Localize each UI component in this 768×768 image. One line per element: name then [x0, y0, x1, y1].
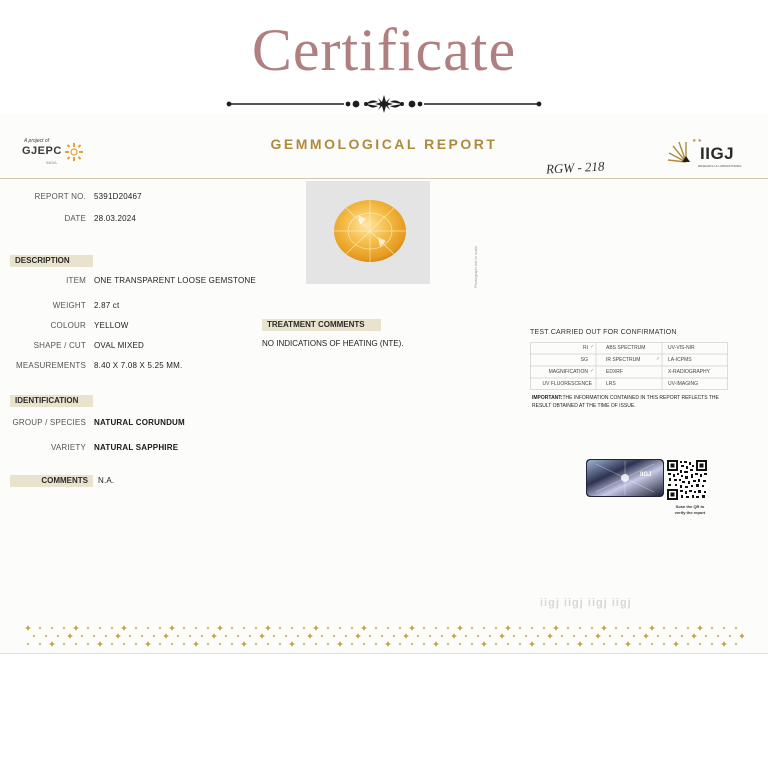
sparkle-star [332, 634, 335, 637]
iigj-logo-subtitle: RESEARCH & LABORATORIES [698, 164, 742, 168]
sparkle-star [422, 626, 425, 629]
sparkle-star [716, 634, 719, 637]
sparkle-star [470, 626, 473, 629]
gjepc-logo-text: GJEPC [22, 145, 62, 157]
sparkle-star [608, 634, 611, 637]
sparkle-star [392, 634, 395, 637]
sparkle-star [656, 634, 659, 637]
sparkle-star [734, 626, 737, 629]
sparkle-star [464, 634, 467, 637]
sparkle-star [380, 634, 383, 637]
sparkle-star [350, 626, 353, 629]
sparkle-star [458, 642, 461, 645]
report-heading: GEMMOLOGICAL REPORT [270, 136, 498, 152]
sparkle-star [739, 633, 744, 639]
tests-title: TEST CARRIED OUT FOR CONFIRMATION [530, 329, 677, 336]
sparkle-star [56, 634, 59, 637]
sparkle-star [188, 634, 191, 637]
sparkle-star [643, 633, 649, 639]
variety-label: VARIETY [50, 443, 86, 452]
sparkle-star [625, 641, 631, 647]
sparkle-star [457, 625, 463, 631]
sparkle-star [428, 634, 431, 637]
sparkle-star [524, 634, 527, 637]
scan-note [670, 504, 710, 516]
test-sg: SG [580, 357, 588, 363]
sparkle-star [241, 641, 247, 647]
scan-note-line-1: Scan the QR to [675, 504, 705, 509]
sparkle-star [626, 626, 629, 629]
sparkle-star [97, 641, 103, 647]
sparkle-star [422, 642, 425, 645]
sparkle-star [344, 634, 347, 637]
sparkle-star [200, 634, 203, 637]
sparkle-star [638, 626, 641, 629]
gemstone-image [306, 181, 430, 284]
sparkle-star [728, 634, 731, 637]
iigj-logo-icon [664, 138, 694, 168]
sparkle-star [80, 634, 83, 637]
sparkle-star [307, 633, 313, 639]
sparkle-star [350, 642, 353, 645]
sparkle-star [530, 626, 533, 629]
sparkle-star [145, 641, 151, 647]
iigj-logo-text: IIGJ [700, 144, 735, 163]
sparkle-star [26, 642, 29, 645]
item-value: ONE TRANSPARENT LOOSE GEMSTONE [94, 276, 256, 285]
important-label: IMPORTANT: [532, 395, 563, 401]
sparkle-star [614, 642, 617, 645]
test-lrs: LRS [606, 381, 616, 387]
sparkle-star [662, 626, 665, 629]
sparkle-star [385, 641, 391, 647]
sparkle-star [44, 634, 47, 637]
sparkle-star [601, 625, 607, 631]
sparkle-star [74, 642, 77, 645]
sparkle-star [547, 633, 553, 639]
sparkle-star [686, 626, 689, 629]
group-species-label: GROUP / SPECIES [12, 418, 86, 427]
sparkle-star [211, 633, 217, 639]
scan-note-line-2: verify the report [674, 510, 706, 515]
test-uv-fluorescence: UV FLUORESCENCE [542, 381, 592, 387]
sparkle-star [595, 633, 601, 639]
sparkle-star [680, 634, 683, 637]
colour-value: YELLOW [94, 321, 129, 330]
sparkle-star [584, 634, 587, 637]
sparkle-star [566, 626, 569, 629]
variety-value: NATURAL SAPPHIRE [94, 443, 179, 452]
sparkle-star [224, 634, 227, 637]
sparkle-star [614, 626, 617, 629]
treatment-heading: TREATMENT COMMENTS [262, 319, 381, 331]
date-label: DATE [64, 214, 86, 223]
sparkle-star [572, 634, 575, 637]
sparkle-star [265, 625, 271, 631]
handwritten-reference: RGW - 218 [545, 158, 605, 177]
sparkle-star [505, 625, 511, 631]
test-ir-spectrum: IR SPECTRUM [606, 357, 641, 363]
sparkle-star [440, 634, 443, 637]
sparkle-star [302, 642, 305, 645]
sparkle-star [284, 634, 287, 637]
sparkle-star [697, 625, 703, 631]
sparkle-star [590, 642, 593, 645]
sparkle-star [194, 626, 197, 629]
test-uv-vis-nir: UV-VIS-NIR [668, 345, 695, 351]
sparkle-star [338, 626, 341, 629]
sparkle-star [146, 626, 149, 629]
sparkle-star [488, 634, 491, 637]
weight-label: WEIGHT [52, 301, 86, 310]
sparkle-star [410, 642, 413, 645]
sparkle-star [476, 634, 479, 637]
important-note [532, 394, 720, 410]
shape-cut-value: OVAL MIXED [94, 341, 145, 350]
sparkle-star [104, 634, 107, 637]
sparkle-star [176, 634, 179, 637]
sparkle-star [374, 626, 377, 629]
sparkle-star [494, 626, 497, 629]
sparkle-star [686, 642, 689, 645]
sparkle-star [314, 642, 317, 645]
item-label: ITEM [66, 276, 86, 285]
sparkle-star [152, 634, 155, 637]
sparkle-star [649, 625, 655, 631]
test-la-icpms: LA-ICPMS [668, 357, 692, 363]
description-heading: DESCRIPTION [10, 255, 93, 267]
sparkle-star [499, 633, 505, 639]
sparkle-star [302, 626, 305, 629]
sparkle-star [566, 642, 569, 645]
sparkle-star [577, 641, 583, 647]
sparkle-star [122, 642, 125, 645]
sparkle-star [62, 626, 65, 629]
test-abs-spectrum: ABS SPECTRUM [606, 345, 646, 351]
sparkle-star [403, 633, 409, 639]
sparkle-star [578, 626, 581, 629]
sparkle-star [248, 634, 251, 637]
sparkle-star [38, 626, 41, 629]
sparkle-star [259, 633, 265, 639]
sparkle-star [121, 625, 127, 631]
sparkle-star [494, 642, 497, 645]
sparkle-star [254, 626, 257, 629]
sparkle-star [73, 625, 79, 631]
sparkle-star [272, 634, 275, 637]
sparkle-star [182, 642, 185, 645]
sparkle-star [674, 626, 677, 629]
sparkle-star [289, 641, 295, 647]
report-no-label: REPORT NO. [34, 192, 86, 201]
sparkle-star [242, 626, 245, 629]
test-magnification: MAGNIFICATION [548, 369, 588, 375]
sparkle-star [326, 642, 329, 645]
sparkle-star [254, 642, 257, 645]
sparkle-star [182, 626, 185, 629]
sparkle-star [374, 642, 377, 645]
sparkle-star [416, 634, 419, 637]
sparkle-star [710, 626, 713, 629]
sparkle-star [602, 642, 605, 645]
sparkle-star [278, 642, 281, 645]
sparkle-star [554, 642, 557, 645]
sparkle-star [110, 626, 113, 629]
sparkle-star [668, 634, 671, 637]
sparkle-star [698, 642, 701, 645]
sparkle-star [451, 633, 457, 639]
sparkle-star [230, 626, 233, 629]
sparkle-star [67, 633, 73, 639]
sparkle-star [62, 642, 65, 645]
sparkle-star [620, 634, 623, 637]
sparkle-star [326, 626, 329, 629]
gjepc-country: INDIA [46, 160, 57, 165]
sparkle-star [50, 626, 53, 629]
certificate-title: Certificate [251, 17, 517, 83]
date-value: 28.03.2024 [94, 214, 137, 223]
sparkle-star [140, 634, 143, 637]
sparkle-star [518, 642, 521, 645]
sparkle-star [169, 625, 175, 631]
sparkle-star [313, 625, 319, 631]
sparkle-star [320, 634, 323, 637]
hologram-text: IIGJ [640, 472, 652, 478]
verification-qr-code[interactable] [666, 459, 708, 501]
important-text: THE INFORMATION CONTAINED IN THIS REPORT REFLECTS THE RESULT OBTAINED AT THE TIME OF ISSUE. [532, 395, 719, 409]
sparkle-star [206, 642, 209, 645]
sparkle-star [337, 641, 343, 647]
header-divider [0, 178, 768, 179]
iigj-stars: ★★ [692, 138, 703, 144]
sparkle-star [536, 634, 539, 637]
sparkle-star [529, 641, 535, 647]
sparkle-star [722, 626, 725, 629]
sparkle-star [134, 626, 137, 629]
sparkle-star [433, 641, 439, 647]
sparkle-star [542, 642, 545, 645]
sparkle-star [518, 626, 521, 629]
comments-value: N.A. [98, 476, 115, 485]
test-uv-imaging: UV-IMAGING [668, 381, 699, 387]
measurements-value: 8.40 X 7.08 X 5.25 MM. [94, 361, 183, 370]
hologram-graphic [586, 459, 664, 497]
sparkle-star [553, 625, 559, 631]
report-no-value: 5391D20467 [94, 192, 142, 201]
sparkle-star [86, 626, 89, 629]
sparkle-star [721, 641, 727, 647]
sparkle-star [398, 626, 401, 629]
iigj-watermarks: iigj iigj iigj iigj [540, 597, 632, 609]
sheet-bottom-edge [0, 653, 768, 654]
sparkle-star [446, 642, 449, 645]
sparkle-star [638, 642, 641, 645]
sparkle-star [470, 642, 473, 645]
sparkle-star [98, 626, 101, 629]
weight-value: 2.87 ct [94, 301, 120, 310]
test-edxrf: EDXRF [606, 369, 623, 375]
sparkle-star [49, 641, 55, 647]
sparkle-star [560, 634, 563, 637]
sparkle-star [632, 634, 635, 637]
sparkle-star [230, 642, 233, 645]
sparkle-star [134, 642, 137, 645]
sparkle-star [278, 626, 281, 629]
sparkle-star [506, 642, 509, 645]
decorative-sparkle-border [22, 624, 744, 650]
sparkle-star [710, 642, 713, 645]
test-ri: RI [583, 345, 588, 351]
tests-table [530, 342, 728, 390]
group-species-value: NATURAL CORUNDUM [94, 418, 185, 427]
sparkle-star [446, 626, 449, 629]
sparkle-star [170, 642, 173, 645]
sparkle-star [434, 626, 437, 629]
sparkle-star [355, 633, 361, 639]
sparkle-star [266, 642, 269, 645]
title-ornament [226, 93, 542, 115]
identification-heading: IDENTIFICATION [10, 395, 93, 407]
sparkle-star [734, 642, 737, 645]
sparkle-star [236, 634, 239, 637]
sparkle-star [217, 625, 223, 631]
sparkle-star [386, 626, 389, 629]
gemstone-photo [306, 181, 430, 284]
sparkle-star [158, 626, 161, 629]
sparkle-star [296, 634, 299, 637]
sparkle-star [590, 626, 593, 629]
sparkle-star [542, 626, 545, 629]
sparkle-star [38, 642, 41, 645]
check-ir-icon: ✓ [656, 356, 661, 362]
photo-caption: Photograph not to scale [473, 245, 478, 288]
sparkle-star [673, 641, 679, 647]
sparkle-star [481, 641, 487, 647]
gjepc-tagline: A project of [24, 138, 50, 144]
sparkle-star [32, 634, 35, 637]
check-magnification-icon: ✓ [590, 368, 595, 374]
test-x-radiography: X-RADIOGRAPHY [668, 369, 710, 375]
security-hologram [586, 459, 664, 497]
sparkle-star [409, 625, 415, 631]
sparkle-star [206, 626, 209, 629]
comments-heading: COMMENTS [10, 475, 93, 487]
sparkle-star [128, 634, 131, 637]
sparkle-star [218, 642, 221, 645]
sparkle-star [193, 641, 199, 647]
sparkle-star [704, 634, 707, 637]
colour-label: COLOUR [50, 321, 86, 330]
sparkle-star [691, 633, 697, 639]
sparkle-star [398, 642, 401, 645]
sparkle-star [163, 633, 169, 639]
sparkle-star [662, 642, 665, 645]
sparkle-star [650, 642, 653, 645]
check-ri-icon: ✓ [590, 344, 595, 350]
sparkle-star [25, 625, 31, 631]
sparkle-star [290, 626, 293, 629]
sparkle-star [86, 642, 89, 645]
sparkle-star [512, 634, 515, 637]
sparkle-star [482, 626, 485, 629]
sparkle-star [92, 634, 95, 637]
sparkle-star [158, 642, 161, 645]
sparkle-star [110, 642, 113, 645]
shape-cut-label: SHAPE / CUT [33, 341, 86, 350]
sparkle-star [368, 634, 371, 637]
measurements-label: MEASUREMENTS [16, 361, 86, 370]
treatment-text: NO INDICATIONS OF HEATING (NTE). [262, 339, 404, 348]
sparkle-star [361, 625, 367, 631]
sparkle-star [115, 633, 121, 639]
sparkle-star [362, 642, 365, 645]
